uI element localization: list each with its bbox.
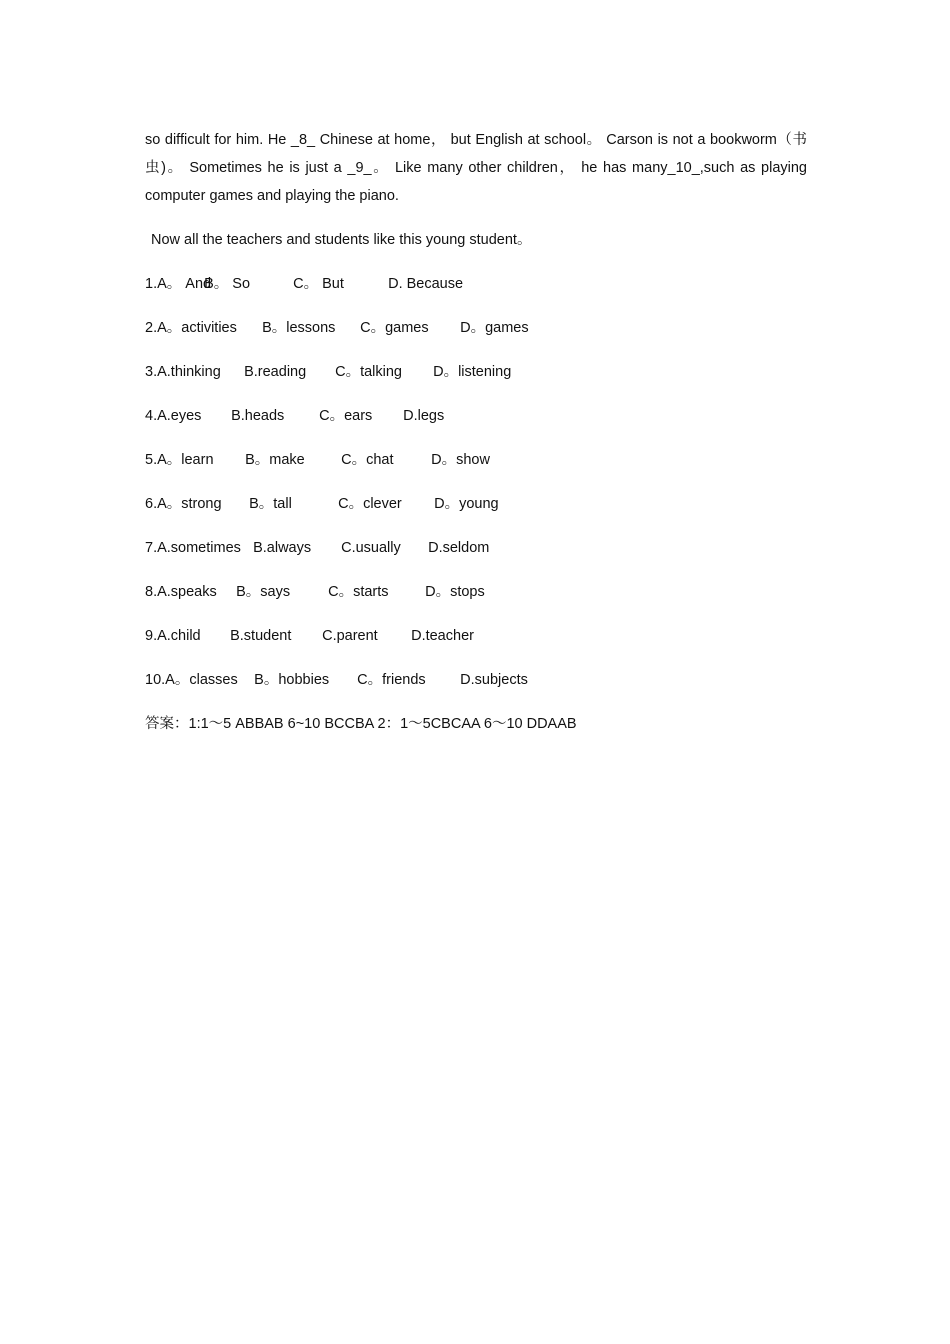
passage-text: so difficult for him. He _8_ Chinese at home， but English at school。 Carson is not a bookworm（书虫)。 Sometimes he is just a _9_。 Like many other children， he has many_10_,such as playing computer games and playing the piano. <box>145 132 807 204</box>
option-c: C.usually <box>341 540 401 556</box>
option-a: A。activities <box>157 320 237 336</box>
option-a: A.sometimes <box>157 540 241 556</box>
question-row <box>145 578 807 606</box>
option-a: A。learn <box>157 452 214 468</box>
question-number: 8. <box>145 584 158 600</box>
question-number: 3. <box>145 364 158 380</box>
passage-closing-line: Now all the teachers and students like this young student。 <box>151 232 532 248</box>
option-c: C。clever <box>338 496 402 512</box>
question-number: 7. <box>145 540 158 556</box>
question-number: 4. <box>145 408 158 424</box>
question-row <box>145 490 807 518</box>
option-c: C。starts <box>328 584 389 600</box>
option-d: D.seldom <box>428 540 490 556</box>
question-number: 9. <box>145 628 158 644</box>
question-row <box>145 534 807 562</box>
option-b: B。tall <box>249 496 292 512</box>
option-b: B.heads <box>231 408 285 424</box>
option-b: B。make <box>245 452 305 468</box>
question-number: 6. <box>145 496 158 512</box>
option-d: D.subjects <box>460 672 528 688</box>
question-row <box>145 270 807 298</box>
question-number: 2. <box>145 320 158 336</box>
option-c: C。talking <box>335 364 402 380</box>
option-d: D.teacher <box>411 628 474 644</box>
option-b: B.always <box>253 540 312 556</box>
question-row <box>145 446 807 474</box>
question-list <box>145 270 807 694</box>
option-a: A.thinking <box>157 364 221 380</box>
option-d: D。listening <box>433 364 512 380</box>
option-b: B.reading <box>244 364 307 380</box>
option-a: A.speaks <box>157 584 217 600</box>
option-d: D. Because <box>388 276 464 292</box>
option-a: A.eyes <box>157 408 202 424</box>
option-c: C。friends <box>357 672 426 688</box>
option-d: D。show <box>431 452 490 468</box>
option-b: B。 So <box>204 276 251 292</box>
question-number: 10. <box>145 672 166 688</box>
question-row <box>145 314 807 342</box>
question-row <box>145 666 807 694</box>
answer-key: 答案：1:1～5 ABBAB 6~10 BCCBA 2：1～5CBCAA 6～10 DDAAB <box>145 716 577 732</box>
option-d: D。young <box>434 496 499 512</box>
option-d: D。stops <box>425 584 485 600</box>
document-page <box>145 126 807 738</box>
question-row <box>145 358 807 386</box>
option-c: C。ears <box>319 408 373 424</box>
option-c: C.parent <box>322 628 378 644</box>
option-b: B。hobbies <box>254 672 330 688</box>
question-row <box>145 402 807 430</box>
option-a: A.child <box>157 628 201 644</box>
option-c: C。games <box>360 320 429 336</box>
option-a: A。 And <box>157 276 212 292</box>
question-number: 5. <box>145 452 158 468</box>
option-d: D.legs <box>403 408 445 424</box>
option-b: B。says <box>236 584 291 600</box>
option-a: A。classes <box>165 672 238 688</box>
question-number: 1. <box>145 276 158 292</box>
option-d: D。games <box>460 320 529 336</box>
option-c: C。 But <box>293 276 344 292</box>
question-row <box>145 622 807 650</box>
option-b: B。lessons <box>262 320 336 336</box>
option-a: A。strong <box>157 496 222 512</box>
option-c: C。chat <box>341 452 394 468</box>
option-b: B.student <box>230 628 292 644</box>
